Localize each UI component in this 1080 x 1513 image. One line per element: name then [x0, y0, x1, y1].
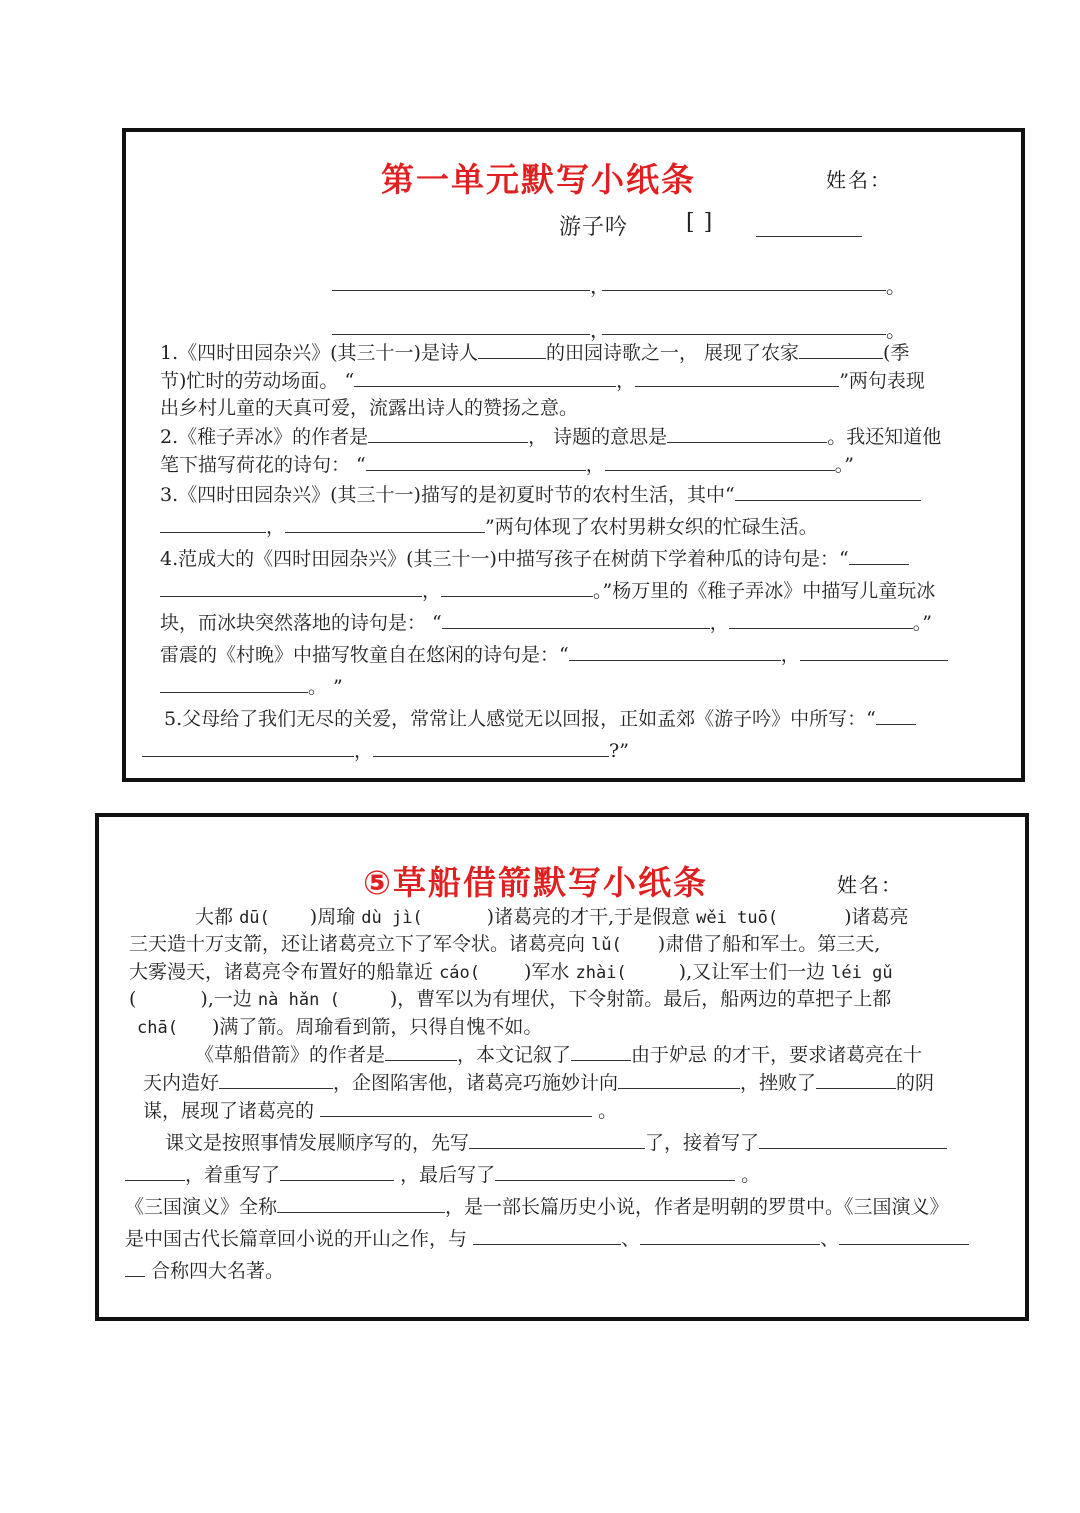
blank[interactable]	[635, 366, 839, 387]
blank[interactable]	[368, 422, 528, 443]
comma: ，	[590, 318, 610, 342]
worksheet-card-unit-one	[122, 128, 1025, 782]
blank[interactable]	[277, 1192, 445, 1213]
blank[interactable]	[373, 736, 609, 757]
paragraph-1-line-4: ( ),一边 nà hǎn ( )，曹军以为有埋伏，下令射箭。最后，船两边的草把子上都	[129, 988, 892, 1010]
question-5-line-2: ， ?”	[142, 736, 629, 765]
blank[interactable]	[125, 1160, 185, 1181]
blank[interactable]	[160, 576, 422, 597]
blank[interactable]	[160, 672, 308, 693]
blank[interactable]	[478, 338, 546, 359]
blank[interactable]	[469, 1128, 645, 1149]
paragraph-1-line-1: 大都 dū( )周瑜 dù jì( )诸葛亮的才干,于是假意 wěi tuō( )诸葛亮	[195, 906, 909, 928]
name-label: 姓名：	[826, 168, 892, 192]
question-1-line-1: 1.《四时田园杂兴》(其三十一)是诗人 的田园诗歌之一， 展现了农家 (季	[160, 338, 909, 367]
blank[interactable]	[320, 1096, 592, 1117]
question-4-line-2: ， 。”杨万里的《稚子弄冰》中描写儿童玩冰	[160, 576, 935, 605]
question-3-line-3: 合称四大名著。	[125, 1256, 284, 1285]
blank[interactable]	[219, 1068, 333, 1089]
blank[interactable]	[366, 450, 586, 471]
poem-blank-1[interactable]	[332, 268, 590, 291]
question-2-line-2: ，着重写了 ，最后写了 。	[125, 1160, 760, 1189]
question-4-line-3: 块，而冰块突然落地的诗句是： “ ， 。”	[160, 608, 932, 637]
question-2-line-2: 笔下描写荷花的诗句： “ ， 。”	[160, 450, 854, 479]
question-4-line-1: 4.范成大的《四时田园杂兴》(其三十一)中描写孩子在树荫下学着种瓜的诗句是：“	[160, 544, 909, 573]
blank[interactable]	[495, 1160, 735, 1181]
question-3-line-1: 3.《四时田园杂兴》(其三十一)描写的是初夏时节的农村生活，其中“	[160, 480, 921, 509]
blank[interactable]	[280, 1160, 394, 1181]
poem-title: 游子吟	[559, 215, 629, 240]
blank[interactable]	[441, 576, 593, 597]
number-badge: ⑤	[363, 863, 393, 902]
question-1-line-2: 天内造好 ，企图陷害他，诸葛亮巧施妙计向 ，挫败了 的阴	[143, 1068, 934, 1097]
blank[interactable]	[142, 736, 354, 757]
poem-bracket: [ ]	[686, 210, 714, 235]
blank[interactable]	[800, 640, 948, 661]
period: 。	[886, 274, 906, 298]
blank[interactable]	[816, 1068, 896, 1089]
question-1-line-3: 谋，展现了诸葛亮的 。	[143, 1096, 617, 1125]
question-5-line-1: 5.父母给了我们无尽的关爱，常常让人感觉无以回报，正如孟郊《游子吟》中所写：“	[164, 704, 916, 733]
name-label: 姓名：	[837, 873, 903, 897]
card-title: 第一单元默写小纸条	[381, 160, 696, 199]
blank[interactable]	[799, 338, 883, 359]
blank[interactable]	[735, 480, 921, 501]
blank[interactable]	[285, 512, 485, 533]
blank[interactable]	[571, 1040, 631, 1061]
question-1-line-2: 节)忙时的劳动场面。 “ ， ”两句表现	[160, 366, 925, 395]
blank[interactable]	[849, 544, 909, 565]
question-4-line-5: 。 ”	[160, 672, 343, 701]
blank[interactable]	[667, 422, 827, 443]
poem-blank-3[interactable]	[332, 312, 590, 335]
question-3-line-2: ， ”两句体现了农村男耕女织的忙碌生活。	[160, 512, 818, 541]
question-2-line-1: 课文是按照事情发展顺序写的，先写 了，接着写了	[165, 1128, 947, 1157]
poem-blank-4[interactable]	[602, 312, 886, 335]
question-2-line-1: 2.《稚子弄冰》的作者是 ， 诗题的意思是 。我还知道他	[160, 422, 941, 451]
paragraph-1-line-3: 大雾漫天，诸葛亮令布置好的船靠近 cáo( )军水 zhài( ),又让军士们一边 léi gǔ	[129, 961, 893, 983]
blank[interactable]	[759, 1128, 947, 1149]
blank[interactable]	[385, 1040, 457, 1061]
period: 。	[886, 318, 906, 342]
blank[interactable]	[442, 608, 710, 629]
blank[interactable]	[354, 366, 616, 387]
question-3-line-2: 是中国古代长篇章回小说的开山之作，与 、 、	[125, 1224, 969, 1253]
blank[interactable]	[605, 450, 835, 471]
question-4-line-4: 雷震的《村晚》中描写牧童自在悠闲的诗句是：“ ，	[160, 640, 948, 669]
worksheet-card-borrowing-arrows	[95, 813, 1029, 1321]
blank[interactable]	[839, 1224, 969, 1245]
poem-blank-2[interactable]	[602, 268, 886, 291]
blank[interactable]	[160, 512, 266, 533]
question-1-line-1: 《草船借箭》的作者是 ，本文记叙了 由于妒忌 的才干，要求诸葛亮在十	[195, 1040, 922, 1069]
paragraph-1-line-5: chā( )满了箭。周瑜看到箭，只得自愧不如。	[137, 1016, 543, 1038]
blank[interactable]	[618, 1068, 740, 1089]
comma: ，	[590, 274, 610, 298]
question-1-line-3: 出乡村儿童的天真可爱，流露出诗人的赞扬之意。	[160, 397, 579, 419]
author-blank[interactable]	[756, 214, 862, 237]
question-3-line-1: 《三国演义》全称 ，是一部长篇历史小说，作者是明朝的罗贯中。《三国演义》	[125, 1192, 949, 1221]
blank[interactable]	[125, 1256, 145, 1277]
blank[interactable]	[569, 640, 781, 661]
card-title: ⑤草船借箭默写小纸条	[363, 863, 708, 902]
blank[interactable]	[473, 1224, 621, 1245]
blank[interactable]	[876, 704, 916, 725]
paragraph-1-line-2: 三天造十万支箭，还让诸葛亮立下了军令状。诸葛亮向 lǔ( )肃借了船和军士。第三天,	[129, 933, 881, 955]
blank[interactable]	[640, 1224, 820, 1245]
blank[interactable]	[729, 608, 913, 629]
